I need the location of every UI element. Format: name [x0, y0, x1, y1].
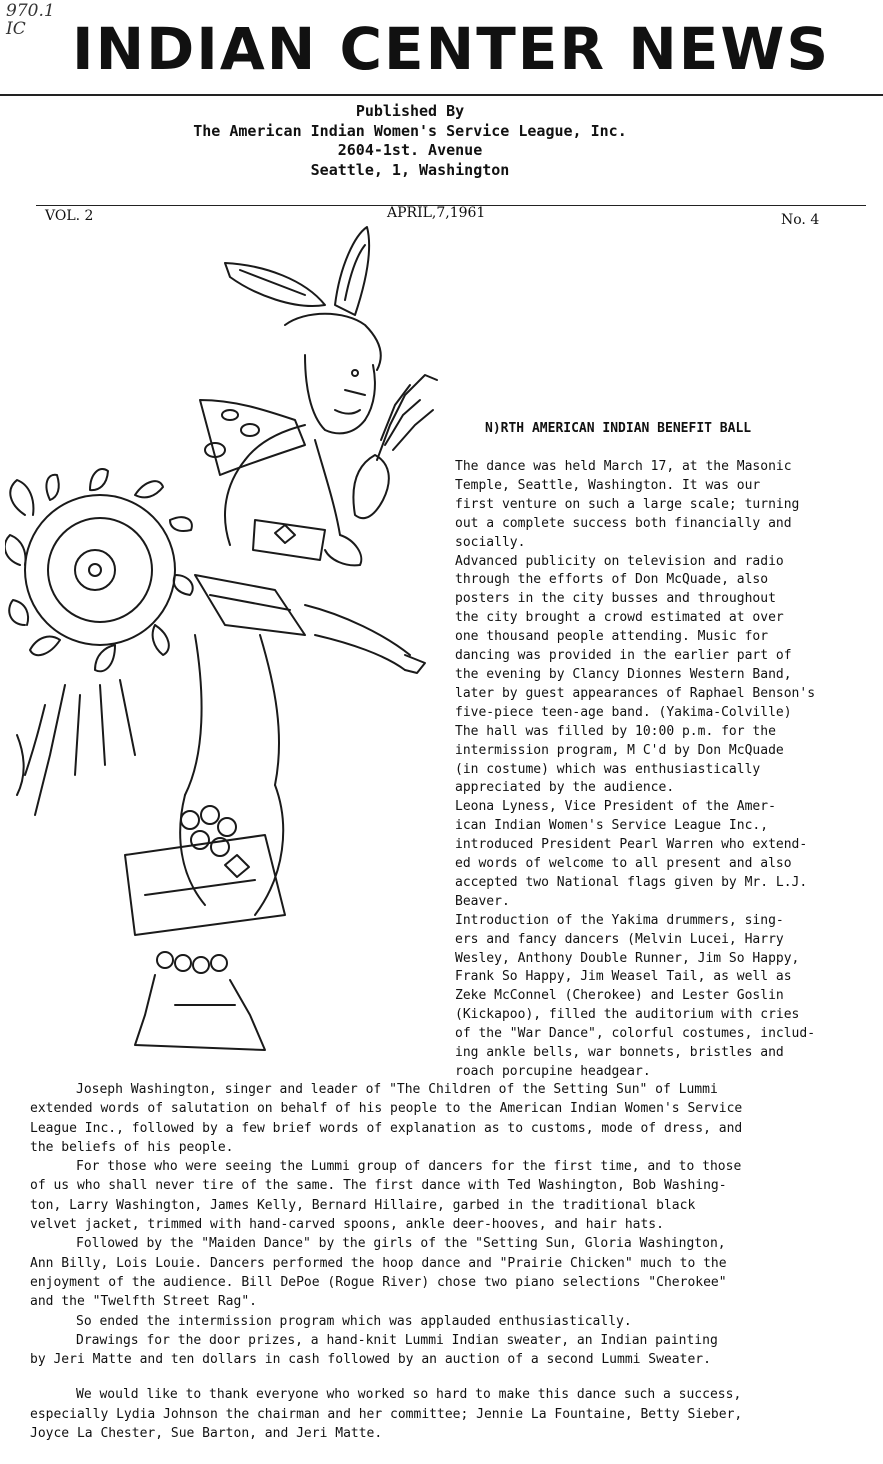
thanks-line: Joyce La Chester, Sue Barton, and Jeri Matte.: [30, 1426, 383, 1442]
column-line: through the efforts of Don McQuade, also: [455, 572, 769, 588]
column-line: out a complete success both financially and: [455, 515, 792, 531]
full-line: Joseph Washington, singer and leader of "The Children of the Setting Sun" of Lummi: [76, 1082, 718, 1097]
paragraph-gap: [30, 1369, 875, 1385]
column-line: (in costume) which was enthusiastically: [455, 761, 761, 777]
column-line: The dance was held March 17, at the Masonic: [455, 459, 792, 474]
column-line: introduced President Pearl Warren who extend-: [455, 837, 808, 853]
full-line: of us who shall never tire of the same. The first dance with Ted Washington, Bob Washing-: [30, 1178, 727, 1194]
column-line: ed words of welcome to all present and also: [455, 856, 792, 872]
column-line: The hall was filled by 10:00 p.m. for the: [455, 723, 776, 739]
thanks-line: We would like to thank everyone who worked so hard to make this dance such a success,: [76, 1387, 742, 1403]
column-line: Advanced publicity on television and radio: [455, 553, 784, 569]
full-line: ton, Larry Washington, James Kelly, Bernard Hillaire, garbed in the traditional black: [30, 1197, 696, 1213]
masthead-title: INDIAN CENTER NEWS: [72, 15, 831, 83]
column-line: one thousand people attending. Music for: [455, 629, 769, 645]
column-line: Frank So Happy, Jim Weasel Tail, as well as: [455, 969, 792, 985]
column-line: ican Indian Women's Service League Inc.,: [455, 818, 769, 834]
column-line: the evening by Clancy Dionnes Western Band,: [455, 666, 792, 682]
thanks-line: especially Lydia Johnson the chairman and her committee; Jennie La Fountaine, Betty Sieber,: [30, 1406, 743, 1422]
handwritten-catalog-note: [6, 2, 55, 38]
column-line: dancing was provided in the earlier part of: [455, 648, 792, 664]
masthead-rule: [0, 94, 883, 96]
column-line: socially.: [455, 534, 526, 550]
publisher-line4: Seattle, 1, Washington: [310, 160, 510, 179]
full-line: Followed by the "Maiden Dance" by the girls of the "Setting Sun, Gloria Washington,: [76, 1236, 726, 1252]
column-line: Wesley, Anthony Double Runner, Jim So Happy,: [455, 950, 800, 966]
column-line: appreciated by the audience.: [455, 780, 675, 796]
column-line: later by guest appearances of Raphael Benson's: [455, 685, 816, 701]
handwritten-note-line1: 970.1: [6, 1, 55, 21]
full-line: Drawings for the door prizes, a hand-knit Lummi Indian sweater, an Indian painting: [76, 1332, 718, 1348]
article-full-width: [30, 1080, 875, 1443]
column-line: posters in the city busses and throughout: [455, 591, 776, 607]
column-line: Temple, Seattle, Washington. It was our: [455, 477, 761, 493]
column-line: five-piece teen-age band. (Yakima-Colville): [455, 704, 792, 720]
full-line: For those who were seeing the Lummi group of dancers for the first time, and to those: [76, 1159, 742, 1175]
article-title: N)RTH AMERICAN INDIAN BENEFIT BALL: [485, 421, 752, 436]
full-line: velvet jacket, trimmed with hand-carved spoons, ankle deer-hooves, and hair hats.: [30, 1217, 664, 1233]
full-line: Ann Billy, Lois Louie. Dancers performed the hoop dance and "Prairie Chicken" much to the: [30, 1255, 727, 1271]
full-line: by Jeri Matte and ten dollars in cash followed by an auction of a second Lummi Sweater.: [30, 1352, 711, 1368]
article-column: [455, 458, 875, 1082]
issue-number: No. 4: [781, 212, 820, 228]
column-line: of the "War Dance", colorful costumes, includ-: [455, 1026, 816, 1042]
publisher-line2: The American Indian Women's Service League, Inc.: [193, 121, 627, 140]
column-line: roach porcupine headgear.: [455, 1064, 651, 1079]
publisher-block: [0, 102, 820, 180]
column-line: (Kickapoo), filled the auditorium with cries: [455, 1007, 800, 1023]
column-line: Introduction of the Yakima drummers, sing-: [455, 912, 784, 928]
publisher-line1: Published By: [355, 102, 465, 120]
issue-volume: VOL. 2: [45, 208, 94, 224]
full-line: enjoyment of the audience. Bill DePoe (Rogue River) chose two piano selections "Cherokee": [30, 1274, 727, 1290]
column-line: first venture on such a large scale; turning: [455, 496, 800, 512]
handwritten-note-line2: IC: [6, 19, 26, 39]
full-line: and the "Twelfth Street Rag".: [30, 1294, 257, 1310]
column-line: ing ankle bells, war bonnets, bristles and: [455, 1045, 784, 1061]
column-line: Zeke McConnel (Cherokee) and Lester Goslin: [455, 988, 784, 1004]
full-line: League Inc., followed by a few brief words of explanation as to customs, mode of dress, and: [30, 1120, 743, 1136]
column-line: intermission program, M C'd by Don McQuade: [455, 742, 784, 758]
full-line: the beliefs of his people.: [30, 1139, 234, 1155]
fancy-dancer-illustration: [5, 215, 450, 1065]
column-line: Leona Lyness, Vice President of the Amer-: [455, 799, 776, 815]
column-line: ers and fancy dancers (Melvin Lucei, Harry: [455, 931, 784, 947]
column-line: the city brought a crowd estimated at over: [455, 610, 784, 626]
issue-date: APRIL,7,1961: [387, 205, 486, 221]
publisher-line3: 2604-1st. Avenue: [337, 141, 483, 159]
full-line: So ended the intermission program which was applauded enthusiastically.: [76, 1313, 632, 1329]
column-line: accepted two National flags given by Mr. L.J.: [455, 874, 808, 890]
column-line: Beaver.: [455, 893, 510, 909]
full-line: extended words of salutation on behalf of his people to the American Indian Women's Service: [30, 1101, 743, 1117]
